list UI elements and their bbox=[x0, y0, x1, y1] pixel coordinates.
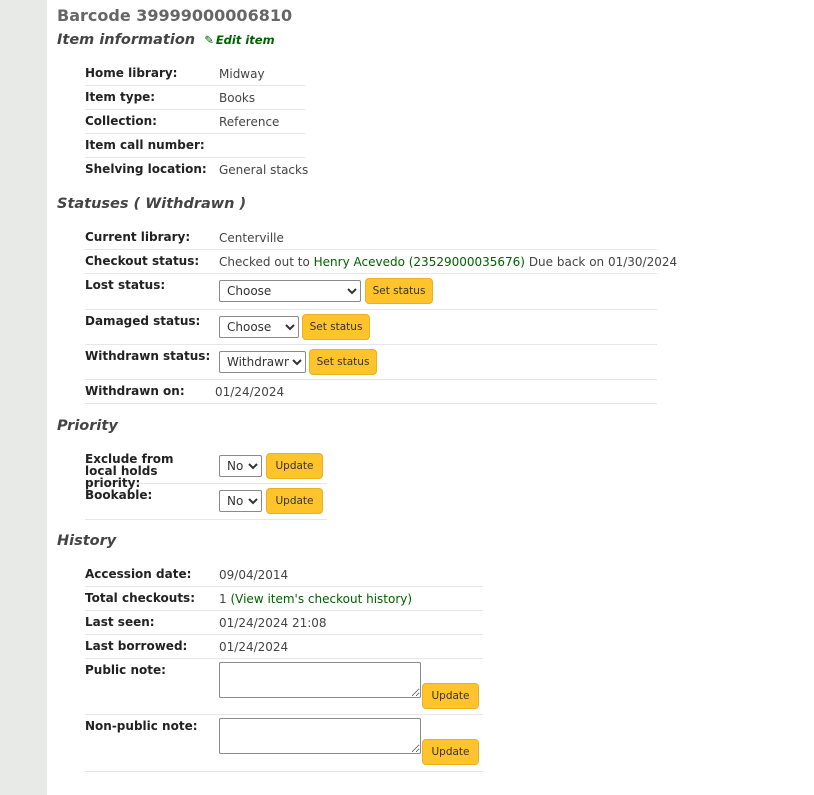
row-nonpublic-note bbox=[85, 715, 483, 772]
public-note-update-button[interactable]: Update bbox=[422, 683, 479, 709]
public-note-form bbox=[219, 659, 479, 702]
checkout-status-value bbox=[219, 250, 677, 268]
row-call-number bbox=[85, 134, 305, 158]
lost-status-select[interactable] bbox=[219, 280, 361, 302]
exclude-local-holds-label: Exclude from local holds priority: bbox=[85, 452, 174, 490]
row-withdrawn-on bbox=[85, 380, 657, 404]
priority-table bbox=[85, 449, 327, 520]
row-lost-status bbox=[85, 274, 657, 310]
item-information-heading bbox=[57, 32, 275, 48]
withdrawn-status-form bbox=[219, 345, 377, 375]
last-borrowed-value: 01/24/2024 bbox=[219, 640, 289, 654]
nonpublic-note-label: Non-public note: bbox=[85, 719, 198, 733]
withdrawn-status-select[interactable] bbox=[219, 351, 306, 373]
withdrawn-status-label: Withdrawn status: bbox=[85, 349, 211, 363]
row-checkout-status bbox=[85, 250, 678, 274]
exclude-local-holds-form bbox=[219, 449, 323, 479]
shelving-location-label: Shelving location: bbox=[85, 162, 207, 176]
bookable-label: Bookable: bbox=[85, 488, 153, 502]
row-current-library bbox=[85, 226, 657, 250]
nonpublic-note-form bbox=[219, 715, 479, 758]
item-information-table bbox=[85, 62, 309, 182]
total-checkouts-label: Total checkouts: bbox=[85, 591, 195, 605]
total-checkouts-value bbox=[219, 587, 412, 605]
nonpublic-note-update-button[interactable]: Update bbox=[422, 739, 479, 765]
edit-item-label: Edit item bbox=[215, 33, 275, 47]
damaged-status-form bbox=[219, 310, 370, 340]
exclude-update-button[interactable]: Update bbox=[266, 453, 323, 479]
row-home-library bbox=[85, 62, 305, 86]
lost-status-label: Lost status: bbox=[85, 278, 166, 292]
priority-heading: Priority bbox=[57, 418, 118, 434]
row-bookable bbox=[85, 484, 327, 520]
row-public-note bbox=[85, 659, 483, 715]
withdrawn-on-value: 01/24/2024 bbox=[215, 385, 285, 399]
bookable-select[interactable] bbox=[219, 490, 262, 512]
lost-set-status-button[interactable]: Set status bbox=[365, 278, 433, 304]
damaged-status-select[interactable] bbox=[219, 316, 299, 338]
statuses-table bbox=[85, 226, 678, 404]
checkout-prefix: Checked out to bbox=[219, 255, 314, 269]
exclude-local-holds-select[interactable] bbox=[219, 455, 262, 477]
public-note-label: Public note: bbox=[85, 663, 166, 677]
call-number-label: Item call number: bbox=[85, 138, 205, 152]
current-library-label: Current library: bbox=[85, 230, 191, 244]
accession-date-label: Accession date: bbox=[85, 567, 192, 581]
lost-status-form bbox=[219, 274, 433, 304]
left-sidebar bbox=[0, 0, 47, 795]
checkout-due: Due back on 01/30/2024 bbox=[525, 255, 678, 269]
home-library-value: Midway bbox=[219, 67, 265, 81]
item-type-value: Books bbox=[219, 91, 256, 105]
last-seen-label: Last seen: bbox=[85, 615, 155, 629]
edit-item-link[interactable] bbox=[204, 33, 274, 47]
row-accession-date bbox=[85, 563, 483, 587]
bookable-form bbox=[219, 484, 323, 514]
statuses-heading: Statuses ( Withdrawn ) bbox=[57, 196, 247, 212]
row-shelving-location bbox=[85, 158, 309, 182]
shelving-location-value: General stacks bbox=[219, 163, 309, 177]
home-library-label: Home library: bbox=[85, 66, 178, 80]
accession-date-value: 09/04/2014 bbox=[219, 568, 289, 582]
history-table bbox=[85, 563, 483, 772]
item-type-label: Item type: bbox=[85, 90, 156, 104]
pencil-icon: ✎ bbox=[204, 33, 214, 47]
row-item-type bbox=[85, 86, 305, 110]
checkout-history-link[interactable]: (View item's checkout history) bbox=[230, 592, 413, 606]
row-exclude-local-holds bbox=[85, 449, 327, 490]
collection-label: Collection: bbox=[85, 114, 157, 128]
withdrawn-set-status-button[interactable]: Set status bbox=[309, 349, 377, 375]
row-last-seen bbox=[85, 611, 483, 635]
collection-value: Reference bbox=[219, 115, 280, 129]
damaged-set-status-button[interactable]: Set status bbox=[302, 314, 370, 340]
total-checkouts-count: 1 bbox=[219, 592, 227, 606]
damaged-status-label: Damaged status: bbox=[85, 314, 201, 328]
withdrawn-on-label: Withdrawn on: bbox=[85, 384, 185, 398]
checkout-status-label: Checkout status: bbox=[85, 254, 200, 268]
barcode-title: Barcode 39999000006810 bbox=[57, 6, 293, 25]
history-heading: History bbox=[57, 533, 117, 549]
bookable-update-button[interactable]: Update bbox=[266, 488, 323, 514]
row-total-checkouts bbox=[85, 587, 483, 611]
row-collection bbox=[85, 110, 305, 134]
last-borrowed-label: Last borrowed: bbox=[85, 639, 188, 653]
last-seen-value: 01/24/2024 21:08 bbox=[219, 616, 327, 630]
patron-link[interactable]: Henry Acevedo (23529000035676) bbox=[313, 255, 525, 269]
nonpublic-note-textarea[interactable] bbox=[219, 718, 421, 754]
row-damaged-status bbox=[85, 310, 657, 345]
current-library-value: Centerville bbox=[219, 231, 284, 245]
row-last-borrowed bbox=[85, 635, 483, 659]
row-withdrawn-status bbox=[85, 345, 657, 380]
public-note-textarea[interactable] bbox=[219, 662, 421, 698]
item-information-heading-text: Item information bbox=[57, 32, 196, 48]
